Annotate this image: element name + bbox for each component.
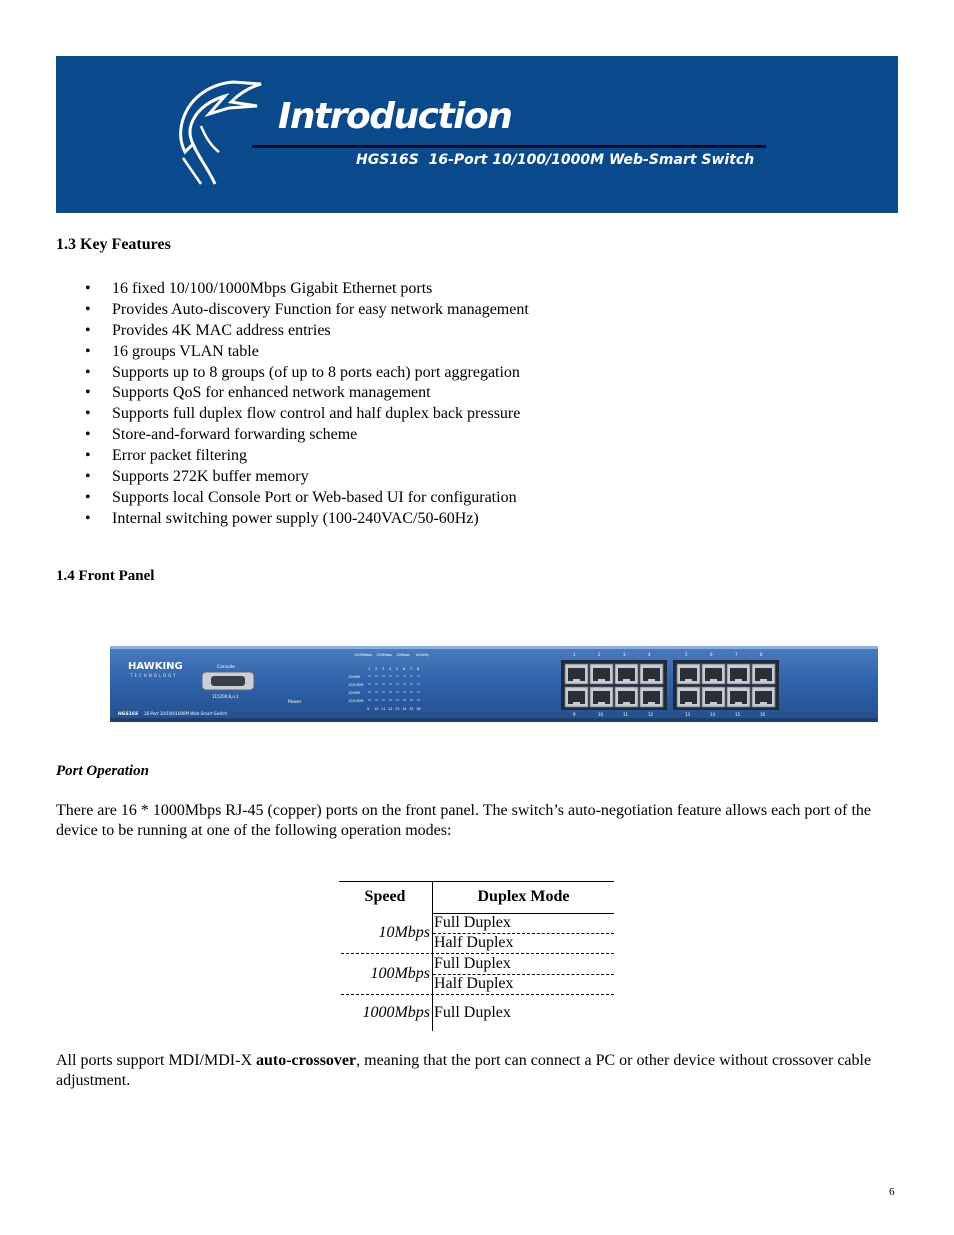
list-item: • Internal switching power supply (100-240VAC/50-60Hz) bbox=[56, 509, 529, 530]
led-indicator bbox=[410, 683, 413, 685]
front-panel-heading: 1.4 Front Panel bbox=[56, 568, 155, 584]
led-indicator bbox=[410, 699, 413, 701]
rj45-port-clip bbox=[598, 702, 605, 705]
list-item: • Provides Auto-discovery Function for easy network management bbox=[56, 300, 529, 321]
port-number: 1 bbox=[573, 652, 576, 657]
port-number: 3 bbox=[623, 652, 626, 657]
console-label: Console bbox=[217, 665, 235, 670]
led-number: 8 bbox=[417, 667, 420, 671]
list-item: • Supports 272K buffer memory bbox=[56, 467, 529, 488]
list-item: • 16 fixed 10/100/1000Mbps Gigabit Ethernet ports bbox=[56, 279, 529, 300]
led-indicator bbox=[403, 699, 406, 701]
list-item: • Error packet filtering bbox=[56, 446, 529, 467]
led-number: 16 bbox=[416, 707, 421, 711]
table-header-speed: Speed bbox=[364, 888, 406, 905]
led-number: 15 bbox=[409, 707, 414, 711]
model-desc: 16-Port 10/100/1000M Web-Smart Switch bbox=[144, 711, 228, 716]
banner-title: Introduction bbox=[278, 96, 512, 137]
led-number: 5 bbox=[396, 667, 399, 671]
panel-brand: HAWKING bbox=[128, 661, 183, 672]
rj45-port-clip bbox=[685, 679, 692, 682]
led-indicator bbox=[389, 683, 392, 685]
port-number: 6 bbox=[710, 652, 713, 657]
led-indicator bbox=[368, 683, 371, 685]
led-indicator bbox=[382, 699, 385, 701]
rj45-port-clip bbox=[735, 679, 742, 682]
led-row-label: 1000M bbox=[348, 691, 360, 695]
key-features-list bbox=[56, 279, 529, 530]
port-number: 9 bbox=[573, 712, 576, 717]
led-indicator bbox=[417, 699, 420, 701]
list-item: • Supports full duplex flow control and half duplex back pressure bbox=[56, 404, 529, 425]
led-number: 6 bbox=[403, 667, 406, 671]
panel-top-edge bbox=[110, 646, 878, 649]
led-number: 9 bbox=[367, 707, 370, 711]
led-number: 4 bbox=[389, 667, 392, 671]
list-item: • Supports up to 8 groups (of up to 8 ports each) port aggregation bbox=[56, 363, 529, 384]
rj45-port-clip bbox=[760, 679, 767, 682]
led-indicator bbox=[368, 691, 371, 693]
list-item: • Store-and-forward forwarding scheme bbox=[56, 425, 529, 446]
led-indicator bbox=[403, 691, 406, 693]
closing-prefix: All ports support MDI/MDI-X bbox=[56, 1052, 256, 1069]
rj45-port-clip bbox=[573, 679, 580, 682]
closing-paragraph bbox=[56, 1051, 898, 1091]
led-legend-item: 1000Mbps bbox=[354, 653, 373, 657]
closing-bold: auto-crossover bbox=[256, 1052, 357, 1069]
led-row-label: 1000M bbox=[348, 675, 360, 679]
power-label: Power bbox=[288, 700, 302, 705]
closing-suffix: , meaning that the port can connect a PC or other device without crossover cable adjustment. bbox=[56, 1052, 872, 1089]
led-number: 11 bbox=[381, 707, 386, 711]
led-number: 7 bbox=[410, 667, 413, 671]
list-item: • 16 groups VLAN table bbox=[56, 342, 529, 363]
banner-rule bbox=[252, 145, 766, 148]
led-indicator bbox=[375, 691, 378, 693]
led-indicator bbox=[417, 683, 420, 685]
led-indicator bbox=[396, 683, 399, 685]
list-item: • Supports QoS for enhanced network management bbox=[56, 383, 529, 404]
banner-subtitle: HGS16S 16-Port 10/100/1000M Web-Smart Switch bbox=[356, 152, 755, 168]
key-features-heading: 1.3 Key Features bbox=[56, 236, 171, 253]
table-mode-cell: Half Duplex bbox=[434, 934, 514, 951]
led-number: 10 bbox=[374, 707, 379, 711]
led-number: 1 bbox=[368, 667, 371, 671]
console-connector bbox=[211, 676, 245, 686]
port-operation-paragraph: There are 16 * 1000Mbps RJ-45 (copper) ports on the front panel. The switch’s auto-negotiation feature allows each port of the device to be running at one of the following operation modes: bbox=[56, 802, 872, 839]
table-divider bbox=[432, 881, 433, 1031]
table-group-rule bbox=[341, 953, 614, 954]
table-header-duplex: Duplex Mode bbox=[477, 888, 570, 905]
port-number: 8 bbox=[760, 652, 763, 657]
led-number: 12 bbox=[388, 707, 393, 711]
hawk-logo-icon bbox=[171, 74, 266, 189]
led-indicator bbox=[389, 699, 392, 701]
led-indicator bbox=[410, 675, 413, 677]
rj45-port-clip bbox=[710, 679, 717, 682]
page-number: 6 bbox=[889, 1186, 895, 1198]
table-mode-cell: Full Duplex bbox=[434, 1004, 511, 1021]
table-mode-cell: Full Duplex bbox=[434, 914, 511, 931]
header-banner bbox=[56, 56, 898, 213]
table-speed-cell: 10Mbps bbox=[378, 924, 430, 941]
led-number: 13 bbox=[395, 707, 400, 711]
led-legend-item: 10Mbps bbox=[396, 653, 410, 657]
rj45-port-clip bbox=[598, 679, 605, 682]
rj45-port-clip bbox=[648, 702, 655, 705]
port-number: 7 bbox=[735, 652, 738, 657]
led-number: 14 bbox=[402, 707, 407, 711]
led-indicator bbox=[396, 699, 399, 701]
led-indicator bbox=[403, 675, 406, 677]
led-indicator bbox=[396, 675, 399, 677]
led-indicator bbox=[382, 675, 385, 677]
port-number: 4 bbox=[648, 652, 651, 657]
port-number: 11 bbox=[623, 712, 629, 717]
port-number: 14 bbox=[710, 712, 716, 717]
port-number: 2 bbox=[598, 652, 601, 657]
led-indicator bbox=[375, 675, 378, 677]
led-row-label: 10/100M bbox=[348, 683, 364, 687]
led-indicator bbox=[382, 691, 385, 693]
led-number: 3 bbox=[382, 667, 385, 671]
led-indicator bbox=[375, 683, 378, 685]
table-speed-cell: 1000Mbps bbox=[362, 1004, 430, 1021]
panel-brand-sub: TECHNOLOGY bbox=[130, 673, 178, 678]
port-number: 10 bbox=[598, 712, 604, 717]
table-mode-cell: Full Duplex bbox=[434, 955, 511, 972]
port-number: 16 bbox=[760, 712, 766, 717]
led-indicator bbox=[410, 691, 413, 693]
port-number: 12 bbox=[648, 712, 654, 717]
led-indicator bbox=[417, 675, 420, 677]
led-indicator bbox=[375, 699, 378, 701]
rj45-port-clip bbox=[648, 679, 655, 682]
port-operation-heading: Port Operation bbox=[56, 763, 149, 779]
rj45-port-clip bbox=[685, 702, 692, 705]
led-indicator bbox=[382, 683, 385, 685]
rj45-port-clip bbox=[710, 702, 717, 705]
rj45-port-clip bbox=[573, 702, 580, 705]
led-indicator bbox=[368, 699, 371, 701]
table-mode-cell: Half Duplex bbox=[434, 975, 514, 992]
console-baud: 115200,8,n,1 bbox=[212, 694, 239, 699]
led-indicator bbox=[389, 675, 392, 677]
rj45-port-clip bbox=[735, 702, 742, 705]
led-indicator bbox=[403, 683, 406, 685]
list-item: • Supports local Console Port or Web-based UI for configuration bbox=[56, 488, 529, 509]
port-number: 5 bbox=[685, 652, 688, 657]
port-number: 13 bbox=[685, 712, 691, 717]
list-item: • Provides 4K MAC address entries bbox=[56, 321, 529, 342]
led-indicator bbox=[396, 691, 399, 693]
rj45-port-clip bbox=[623, 702, 630, 705]
rj45-port-clip bbox=[623, 679, 630, 682]
led-indicator bbox=[389, 691, 392, 693]
led-legend-item: 100Mbps bbox=[376, 653, 392, 657]
panel-bottom-edge bbox=[110, 718, 878, 722]
port-number: 15 bbox=[735, 712, 741, 717]
rj45-port-clip bbox=[760, 702, 767, 705]
led-number: 2 bbox=[375, 667, 378, 671]
table-group-rule bbox=[341, 994, 614, 995]
led-indicator bbox=[417, 691, 420, 693]
led-legend-item: Activity bbox=[416, 653, 430, 657]
model-label: HGS16S bbox=[118, 712, 139, 717]
front-panel-image bbox=[110, 644, 878, 724]
led-row-label: 10/100M bbox=[348, 699, 364, 703]
table-top-rule bbox=[339, 881, 614, 882]
led-indicator bbox=[368, 675, 371, 677]
table-speed-cell: 100Mbps bbox=[370, 965, 430, 982]
